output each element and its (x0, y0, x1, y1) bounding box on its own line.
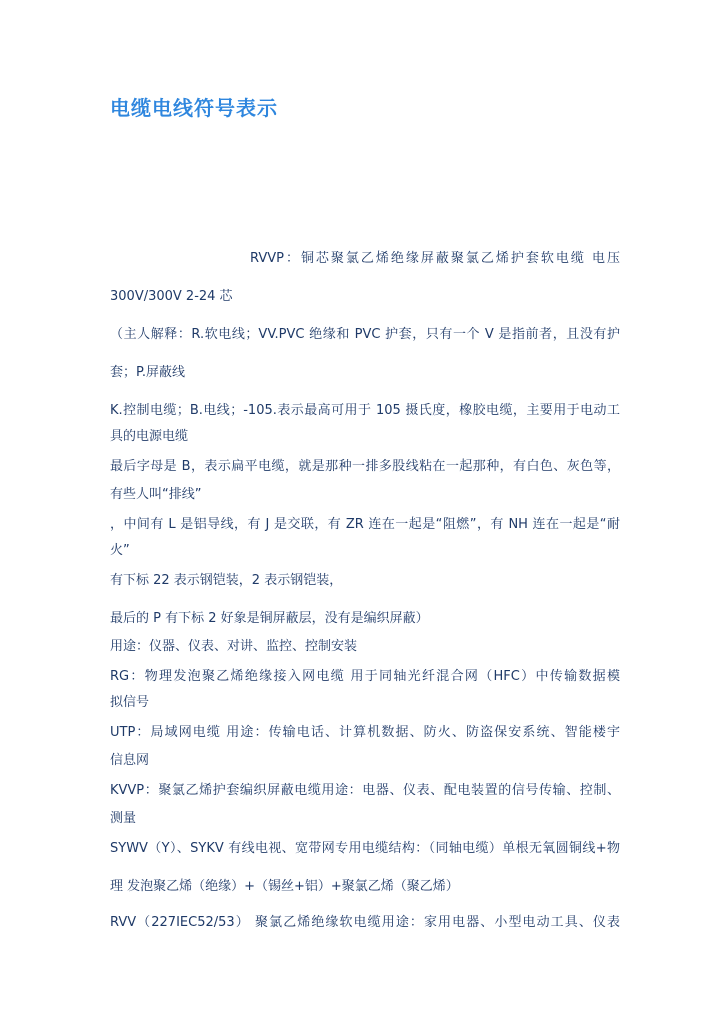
paragraph-line: 有些人叫“排线” (110, 487, 202, 502)
paragraph-line: RVV（227IEC52/53） 聚氯乙烯绝缘软电缆用途：家用电器、小型电动工具、仪表 (110, 915, 620, 930)
paragraph-line: RG：物理发泡聚乙烯绝缘接入网电缆 用于同轴光纤混合网（HFC）中传输数据模 (110, 669, 620, 684)
paragraph-line: RVVP：铜芯聚氯乙烯绝缘屏蔽聚氯乙烯护套软电缆 电压 (250, 251, 620, 266)
paragraph-line: 具的电源电缆 (110, 429, 189, 444)
paragraph-line: 最后字母是 B，表示扁平电缆，就是那种一排多股线粘在一起那种，有白色、灰色等， (110, 459, 620, 474)
paragraph-line: 套；P.屏蔽线 (110, 365, 185, 380)
paragraph-line: 300V/300V 2-24 芯 (110, 289, 233, 304)
paragraph-line: 测量 (110, 811, 137, 826)
paragraph-line: （主人解释：R.软电线；VV.PVC 绝缘和 PVC 护套，只有一个 V 是指前者，且没有护 (110, 327, 620, 342)
paragraph-line: 有下标 22 表示钢铠装，2 表示钢铠装， (110, 573, 343, 588)
paragraph-line: 最后的 P 有下标 2 好象是铜屏蔽层，没有是编织屏蔽） (110, 611, 429, 626)
document-title: 电缆电线符号表示 (110, 96, 278, 120)
paragraph-line: ，中间有 L 是铝导线，有 J 是交联，有 ZR 连在一起是“阻燃”，有 NH 连在一起是“耐 (110, 517, 620, 532)
paragraph-line: 拟信号 (110, 695, 150, 710)
paragraph-line: SYWV（Y）、SYKV 有线电视、宽带网专用电缆结构：（同轴电缆）单根无氧圆铜线+物 (110, 841, 620, 856)
paragraph-line: UTP：局域网电缆 用途：传输电话、计算机数据、防火、防盗保安系统、智能楼宇 (110, 725, 620, 740)
paragraph-line: 信息网 (110, 753, 150, 768)
paragraph-line: K.控制电缆；B.电线；-105.表示最高可用于 105 摄氏度，橡胶电缆，主要用于电动工 (110, 403, 620, 418)
paragraph-line: 火” (110, 543, 130, 558)
paragraph-line: 理 发泡聚乙烯（绝缘）+（锡丝+铝）+聚氯乙烯（聚乙烯） (110, 879, 459, 894)
paragraph-line: KVVP：聚氯乙烯护套编织屏蔽电缆用途：电器、仪表、配电装置的信号传输、控制、 (110, 783, 620, 798)
paragraph-line: 用途：仪器、仪表、对讲、监控、控制安装 (110, 639, 358, 654)
